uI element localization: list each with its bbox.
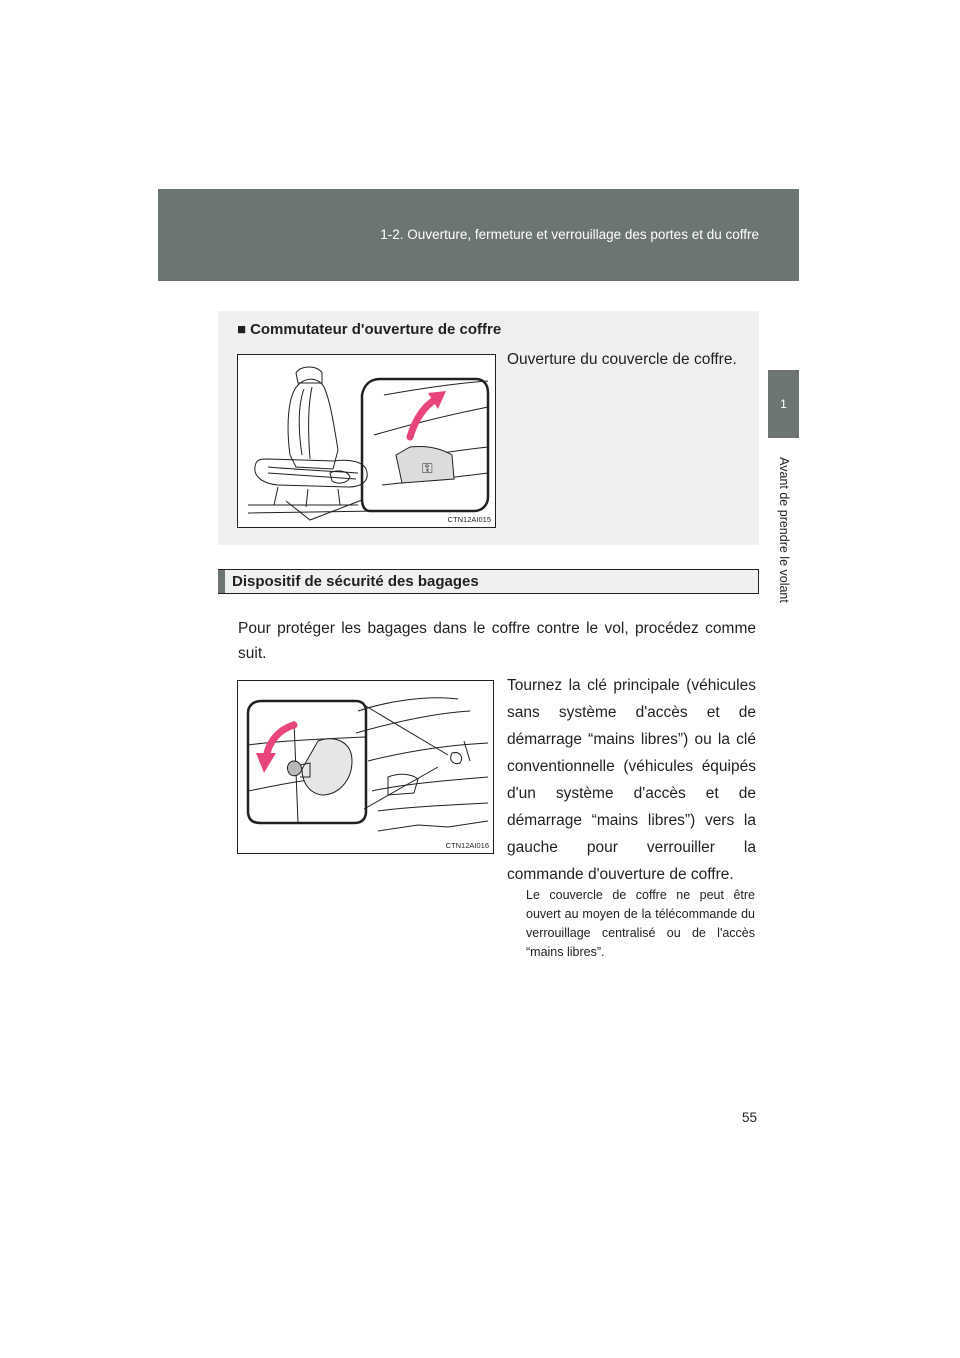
box-text: Ouverture du couvercle de coffre.: [507, 351, 737, 368]
header-band: [158, 189, 799, 281]
box-heading: [237, 321, 501, 338]
figure-code: CTN12AI016: [445, 841, 489, 850]
chapter-number: 1: [780, 397, 787, 411]
page-number: 55: [742, 1110, 758, 1125]
step-paragraph: Tournez la clé principale (véhicules sans système d'accès et de démarrage “mains libres”) ou la clé conventionnelle (véhicules équipés d'un système d'accès et de démarrage “mains libres”) vers la gauche pour verrouiller la commande d'ouverture de coffre.: [507, 677, 756, 883]
box-heading-text: Commutateur d'ouverture de coffre: [250, 321, 502, 338]
section-header: [218, 569, 759, 594]
header-title: 1-2. Ouverture, fermeture et verrouillage des portes et du coffre: [380, 227, 759, 242]
intro-paragraph: Pour protéger les bagages dans le coffre contre le vol, procédez comme suit.: [238, 620, 756, 662]
chapter-label: Avant de prendre le volant: [777, 457, 791, 603]
trunk-symbol-icon: ⚿: [422, 461, 433, 477]
section-title: Dispositif de sécurité des bagages: [232, 573, 479, 590]
section-header-bar: [218, 570, 225, 593]
bullet-square-icon: ■: [237, 321, 247, 338]
note-paragraph: Le couvercle de coffre ne peut être ouvert au moyen de la télécommande du verrouillage centralisé ou de l'accès “mains libres”.: [526, 888, 755, 959]
seat-figure: [237, 354, 496, 528]
key-figure: [237, 680, 494, 854]
figure-code: CTN12AI015: [447, 515, 491, 524]
chapter-tab: [768, 370, 799, 438]
seat-illustration: [238, 355, 497, 529]
trunk-key-illustration: [238, 681, 495, 855]
